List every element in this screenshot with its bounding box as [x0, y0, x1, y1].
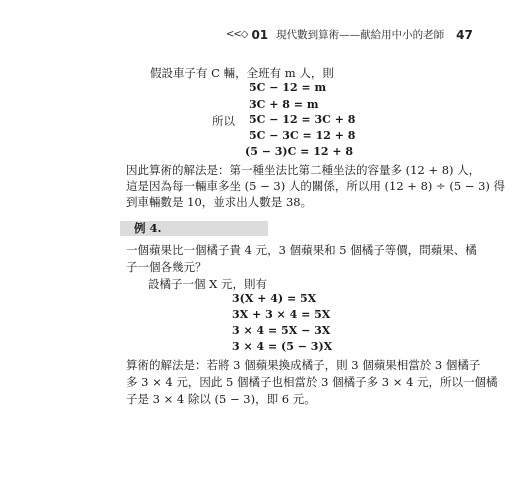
chapter-number: 01	[251, 27, 269, 42]
page-number: 47	[456, 27, 473, 42]
example-banner	[120, 221, 268, 236]
example-label: 例 4.	[134, 221, 162, 235]
question-line-2: 子一個各幾元？	[126, 260, 207, 274]
explanation-line-3: 到車輛數是 10，並求出人數是 38。	[126, 195, 313, 209]
equation-4: 5C − 3C = 12 + 8	[249, 129, 356, 142]
explanation-line-1: 因此算術的解法是：第一種坐法比第二種坐法的容量多 (12 + 8) 人，	[126, 163, 481, 177]
equation-5: (5 − 3)C = 12 + 8	[245, 145, 354, 158]
equation-2: 3C + 8 = m	[249, 98, 319, 111]
solution-line-3: 子是 3 × 4 除以 (5 − 3)，即 6 元。	[126, 392, 316, 406]
explanation-line-2: 這是因為每一輛車多坐 (5 − 3) 人的關係，所以用 (12 + 8) ÷ (5 − 3) 得	[126, 179, 506, 193]
header-ornament: <<◇	[226, 29, 248, 40]
solution-line-2: 多 3 × 4 元，因此 5 個橘子也相當於 3 個橘子多 3 × 4 元，所以一個橘	[126, 375, 498, 389]
so-label: 所以	[212, 114, 235, 128]
equation-3: 5C − 12 = 3C + 8	[249, 113, 356, 126]
equation-1: 5C − 12 = m	[249, 81, 327, 94]
setup-line: 設橘子一個 X 元，則有	[148, 277, 267, 291]
example-equation-4: 3 × 4 = (5 − 3)X	[232, 340, 333, 353]
running-header	[226, 27, 473, 42]
example-equation-2: 3X + 3 × 4 = 5X	[232, 308, 331, 321]
example-equation-3: 3 × 4 = 5X − 3X	[232, 324, 331, 337]
chapter-title: 現代數到算術——献給用中小的老師	[276, 29, 445, 41]
solution-line-1: 算術的解法是：若將 3 個蘋果換成橘子，則 3 個蘋果相當於 3 個橘子	[126, 358, 481, 372]
intro-line: 假設車子有 C 輛，全班有 m 人，則	[150, 66, 334, 80]
example-equation-1: 3(X + 4) = 5X	[232, 292, 317, 305]
question-line-1: 一個蘋果比一個橘子貴 4 元，3 個蘋果和 5 個橘子等價，問蘋果、橘	[126, 243, 477, 257]
